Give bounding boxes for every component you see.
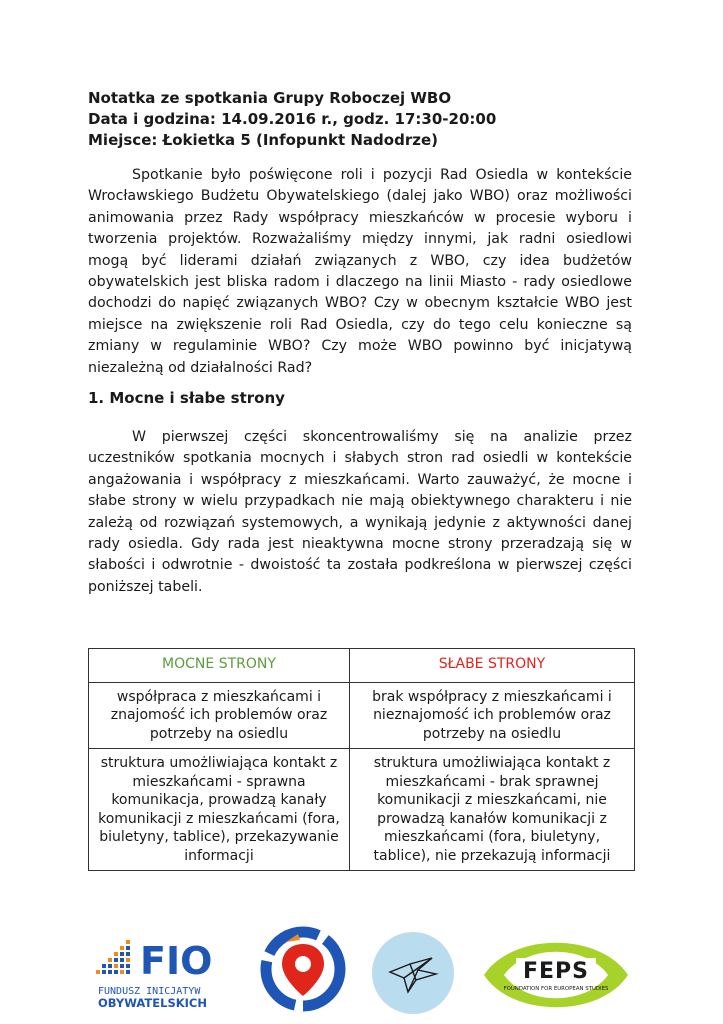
table-row xyxy=(89,682,635,749)
feps-logo xyxy=(482,932,630,1018)
note-datetime: Data i godzina: 14.09.2016 r., godz. 17:30-20:00 xyxy=(88,110,497,128)
section-paragraph xyxy=(88,427,632,598)
section-title: 1. Mocne i słabe strony xyxy=(88,389,285,407)
fio-line1: FUNDUSZ INICJATYW xyxy=(98,986,201,997)
intro-paragraph xyxy=(88,165,632,379)
logos-footer xyxy=(0,918,723,1024)
table-row xyxy=(89,749,635,871)
weak-cell: brak współpracy z mieszkańcami i nieznajomość ich problemów oraz potrzeby na osiedlu xyxy=(349,682,634,749)
strengths-weaknesses-table xyxy=(88,648,635,871)
table-header-row xyxy=(89,649,635,683)
location-pin-logo xyxy=(258,924,348,1019)
strong-cell: współpraca z mieszkańcami i znajomość ich problemów oraz potrzeby na osiedlu xyxy=(89,682,350,749)
feps-mark: FEPS xyxy=(522,959,590,984)
dots-icon xyxy=(96,940,130,974)
fio-line2: OBYWATELSKICH xyxy=(98,996,207,1010)
weak-cell: struktura umożliwiająca kontakt z mieszkańcami - brak sprawnej komunikacji z mieszkańcami, nie prowadzą kanałów komunikacji z mieszkańcami (fora, biuletyny, tablice), nie przekazują informacji xyxy=(349,749,634,871)
strong-header: MOCNE STRONY xyxy=(89,649,350,683)
note-place: Miejsce: Łokietka 5 (Infopunkt Nadodrze) xyxy=(88,131,438,149)
section-text: W pierwszej części skoncentrowaliśmy się na analizie przez uczestników spotkania mocnych i słabych stron rad osiedli w kontekście angażowania i współpracy z mieszkańcami. Warto zauważyć, że mocne i słabe strony w wielu przypadkach nie mają obiektywnego charakteru i nie zależą od rozwiązań systemowych, a wynikają jedynie z aktywności danej rady osiedla. Gdy rada jest nieaktywna mocne strony przeradzają się w słabości i odwrotnie - dwoistość ta została podkreślona w pierwszej części poniższej tabeli. xyxy=(88,429,632,595)
bird-logo xyxy=(370,930,456,1016)
note-header xyxy=(88,88,496,151)
feps-sub: FOUNDATION FOR EUROPEAN STUDIES xyxy=(503,986,609,992)
strong-cell: struktura umożliwiająca kontakt z mieszkańcami - sprawna komunikacja, prowadzą kanały komunikacji z mieszkańcami (fora, biuletyny, tablice), przekazywanie informacji xyxy=(89,749,350,871)
intro-text: Spotkanie było poświęcone roli i pozycji Rad Osiedla w kontekście Wrocławskiego Budżetu Obywatelskiego (dalej jako WBO) oraz możliwości animowania przez Rady współpracy mieszkańców w procesie wyboru i tworzenia projektów. Rozważaliśmy między innymi, jak radni osiedlowi mogą być liderami działań związanych z WBO, czy idea budżetów obywatelskich jest bliska radom i dlaczego na linii Miasto - rady osiedlowe dochodzi do napięć związanych WBO? Czy w obecnym kształcie WBO jest miejsce na zwiększenie roli Rad Osiedla, czy do tego celu konieczne są zmiany w regulaminie WBO? Czy może WBO powinno być inicjatywą niezależną od działalności Rad? xyxy=(88,167,632,376)
note-title: Notatka ze spotkania Grupy Roboczej WBO xyxy=(88,89,452,107)
fio-logo xyxy=(96,938,236,1013)
weak-header: SŁABE STRONY xyxy=(349,649,634,683)
fio-mark: FIO xyxy=(140,939,213,983)
